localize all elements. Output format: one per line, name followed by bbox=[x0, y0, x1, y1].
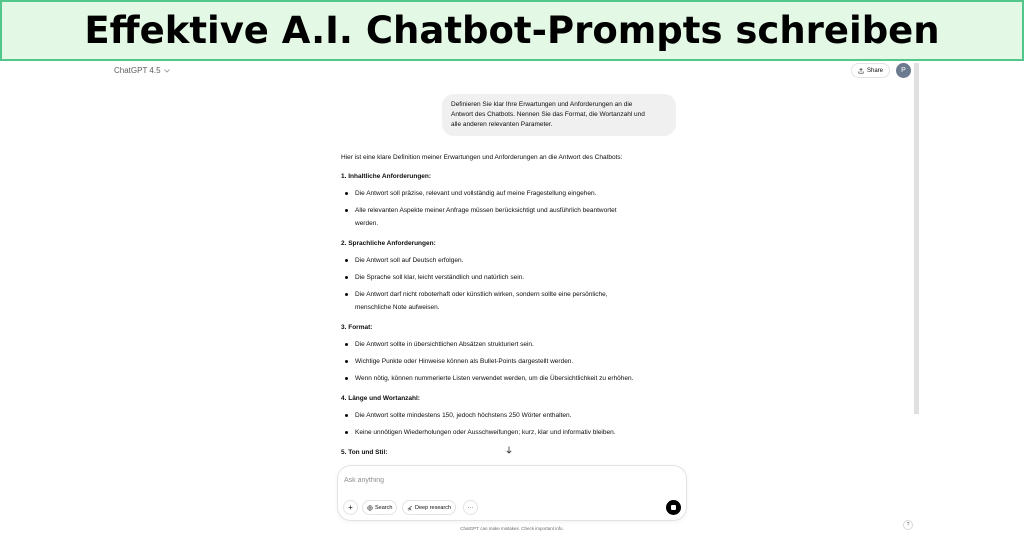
section-heading: 4. Länge und Wortanzahl: bbox=[341, 395, 420, 402]
user-message-bubble bbox=[442, 94, 676, 136]
globe-icon bbox=[367, 505, 373, 511]
list-item: Die Antwort soll präzise, relevant und vollständig auf meine Fragestellung eingehen. bbox=[355, 187, 596, 200]
help-button[interactable]: ? bbox=[903, 520, 913, 530]
scroll-down-arrow-icon[interactable] bbox=[506, 446, 512, 456]
model-selector[interactable] bbox=[114, 66, 170, 75]
list-item: Alle relevanten Aspekte meiner Anfrage müssen berücksichtigt und ausführlich beantwortet bbox=[355, 204, 617, 217]
list-item-continuation: menschliche Note aufweisen. bbox=[355, 304, 440, 311]
user-message-line: Antwort des Chatbots. Nennen Sie das Format, die Wortanzahl und bbox=[451, 111, 645, 118]
avatar[interactable]: P bbox=[896, 63, 911, 78]
list-item: Die Antwort sollte mindestens 150, jedoch höchstens 250 Wörter enthalten. bbox=[355, 409, 571, 422]
list-item: Die Antwort sollte in übersichtlichen Absätzen strukturiert sein. bbox=[355, 338, 534, 351]
list-item-continuation: werden. bbox=[355, 220, 379, 227]
chevron-down-icon bbox=[164, 69, 170, 73]
banner-title: Effektive A.I. Chatbot-Prompts schreiben bbox=[84, 9, 940, 52]
more-tools-button[interactable] bbox=[463, 500, 478, 515]
model-name: ChatGPT 4.5 bbox=[114, 66, 161, 75]
search-label: Search bbox=[375, 504, 393, 511]
section-heading: 3. Format: bbox=[341, 324, 373, 331]
stop-generating-button[interactable] bbox=[666, 500, 681, 515]
list-item: Wenn nötig, können nummerierte Listen verwendet werden, um die Übersichtlichkeit zu erhöhen. bbox=[355, 372, 633, 385]
top-bar bbox=[0, 61, 1024, 83]
section-heading: 1. Inhaltliche Anforderungen: bbox=[341, 173, 432, 180]
stop-icon bbox=[671, 505, 676, 510]
search-button[interactable] bbox=[362, 500, 397, 515]
message-composer bbox=[337, 465, 687, 521]
user-message-line: alle anderen relevanten Parameter. bbox=[451, 121, 553, 128]
disclaimer-text: ChatGPT can make mistakes. Check important info. bbox=[460, 526, 564, 531]
plus-icon: + bbox=[348, 503, 353, 512]
deep-research-label: Deep research bbox=[415, 504, 452, 511]
list-item: Die Sprache soll klar, leicht verständlich und natürlich sein. bbox=[355, 271, 524, 284]
user-message-line: Definieren Sie klar Ihre Erwartungen und Anforderungen an die bbox=[451, 101, 633, 108]
share-icon bbox=[858, 68, 864, 74]
section-heading: 2. Sprachliche Anforderungen: bbox=[341, 240, 436, 247]
share-button[interactable] bbox=[851, 63, 890, 78]
list-item: Wichtige Punkte oder Hinweise können als Bullet-Points dargestellt werden. bbox=[355, 355, 573, 368]
prompt-input[interactable] bbox=[344, 474, 644, 486]
list-item: Die Antwort darf nicht roboterhaft oder künstlich wirken, sondern sollte eine persönliche, bbox=[355, 288, 608, 301]
list-item: Keine unnötigen Wiederholungen oder Ausschweifungen; kurz, klar und informativ bleiben. bbox=[355, 426, 616, 439]
deep-research-button[interactable] bbox=[402, 500, 456, 515]
list-item: Die Antwort soll auf Deutsch erfolgen. bbox=[355, 254, 463, 267]
section-heading: 5. Ton und Stil: bbox=[341, 449, 388, 456]
title-banner bbox=[0, 0, 1024, 61]
scrollbar[interactable] bbox=[914, 63, 919, 414]
add-attachment-button[interactable] bbox=[343, 500, 358, 515]
telescope-icon bbox=[407, 505, 413, 511]
more-dots-icon: ··· bbox=[467, 504, 474, 511]
answer-intro: Hier ist eine klare Definition meiner Erwartungen und Anforderungen an die Antwort des Chatbots: bbox=[341, 154, 623, 161]
share-label: Share bbox=[867, 67, 884, 74]
